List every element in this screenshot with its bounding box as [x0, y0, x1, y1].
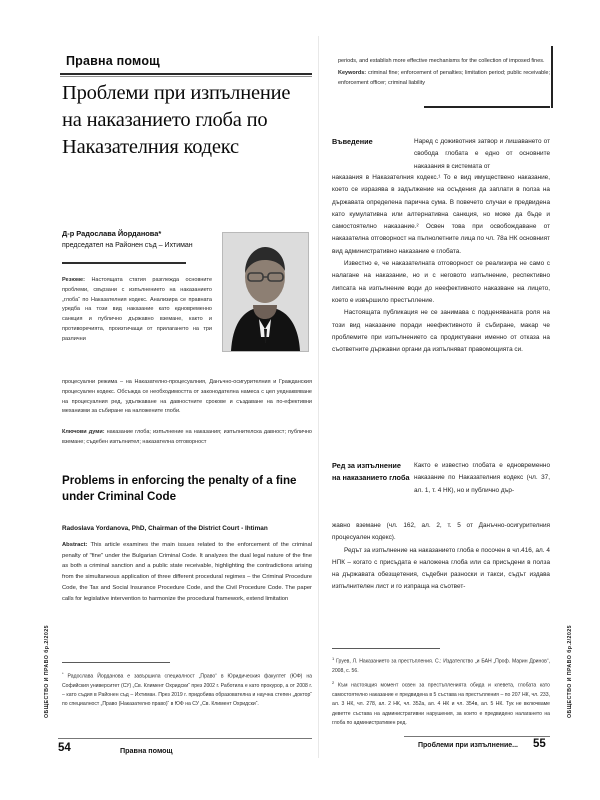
keywords-vertical-rule [551, 46, 553, 108]
keywords-text-bg: наказание глоба; изпълнение на наказания; изпълнителска давност; публично вземане; съдебен изпълнител; наказателна отговорност [62, 429, 312, 445]
running-head-left: Правна помощ [120, 746, 173, 755]
section-lead-order: Както е известно глобата е едновременно наказание по Наказателния кодекс (чл. 37, ал. 1, т. 4 НК), но и публично дър- [414, 462, 550, 494]
section-label-order-of-enforcement: Ред за изпълнение на наказанието глоба [332, 461, 410, 483]
paragraph: Редът за изпълнение на наказанието глоба е посочен в чл.416, ал. 4 НПК – когато с присъдата е наложена глоба или са присъдени в полза на държавата обезщетения, съдебни разноски и такси, съдът издава изпълнителен лист и го изпраща на съответ- [332, 546, 550, 591]
paragraph: жавно вземане (чл. 162, ал. 2, т. 5 от Данъчно-осигурителния процесуален кодекс). [332, 522, 550, 542]
paragraph: Известно е, че наказателната отговорност се реализира не само с налагане на наказание, но и с неговото изпълнение, респективно липсата на изпълнение води до неефективното наказване на лицето, което е извършило престъпление. [332, 260, 550, 304]
author-portrait [222, 232, 309, 352]
footnote-left [62, 670, 312, 709]
page-gutter [318, 36, 319, 758]
paragraph: наказания в Наказателния кодекс.¹ То е вид имуществено наказание, което се изразява в задължение на осъдения да заплати в полза на държавата определена парична сума. В повечето случаи е предвидена като кумулативна или алтернативна санкция, но може да бъде и самостоятелно наказание.² Освен това при освобождаване от наказателна отговорност на пълнолетните лица по чл. 78а НК основният вид административно наказание е глобата. [332, 174, 550, 255]
footnote-rule-right [332, 648, 440, 649]
article-title-en: Problems in enforcing the penalty of a fine under Criminal Code [62, 474, 297, 503]
footnote-marker-1: 1 [332, 656, 335, 661]
footnote-text-left: Радослава Йорданова е завършила специалност „Право“ в Юридическия факултет (ЮФ) на Софийския университет (СУ) „Св. Климент Охридски“ през 2002 г. Работила е като прокурор, а от 2008 г. – като съдия в Районен съд – Ихтиман. През 2019 г. придобива образователна и научна степен „доктор“ по специалност „Право (Наказателно право)“ в ЮФ на СУ „Св. Климент Охридски“. [62, 673, 312, 708]
spine-label-left: ОБЩЕСТВО И ПРАВО бр.2/2025 [44, 625, 50, 718]
footnote-item [332, 655, 550, 676]
abstract-label-bg: Резюме: [62, 277, 85, 283]
folio-left: 54 [58, 742, 71, 754]
section-label-introduction: Въведение [332, 137, 373, 146]
paragraph: Настоящата публикация не се занимава с подценяваната роля на този вид наказание поради неефективното й събиране, макар че проблемите при изпълнението са продиктувани именно от отказа на съответните държавни органи да изпълняват правомощията си. [332, 309, 550, 354]
author-line-en: Radoslava Yordanova, PhD, Chairman of the District Court - Ihtiman [62, 525, 268, 532]
rubric-rule [60, 73, 312, 75]
footnote-marker-2: 2 [332, 680, 335, 686]
footnote-text-1: Груев, Л. Наказанието за престъпления. С.: Издателство „и БАН „Проф. Марин Дринов“, 2008, с. 56. [332, 658, 550, 674]
keywords-label-bg: Ключови думи: [62, 429, 105, 435]
footnote-item [332, 679, 550, 728]
keywords-label-en: Keywords: [338, 70, 367, 76]
footer-rule-right [404, 736, 550, 737]
footnotes-right [332, 655, 550, 731]
abstract-en [62, 540, 312, 604]
abstract-bg-narrow [62, 276, 212, 344]
author-role-bg: председател на Районен съд – Ихтиман [62, 242, 193, 250]
footnote-marker-left: * [62, 671, 64, 676]
footnote-rule-left [62, 662, 170, 663]
abstract-text-bg-narrow: Настоящата статия разглежда основните проблеми, свързани с изпълнението на наказанието „глоба“ по Наказателния кодекс. Анализира се правната уредба на този вид наказание като едновременно санкция и публично държавно вземане, както и противоречията, произтичащи от прилагането на три различни [62, 277, 213, 342]
footer-rule-left [58, 738, 312, 739]
keywords-text-en: criminal fine; enforcement of penalties; limitation period; public receivable; enforcement officer; criminal liability [338, 70, 551, 87]
keywords-bg [62, 428, 312, 448]
footnote-text-2: Към настоящия момент освен за престъпленията обида и клевета, глобата като самостоятелно наказание е предвидена в 5 състава на престъпления – по 207 НК, чл. 233, ал. 3 НК, чл. 278, ал. 2 НК, чл. 352а, ал. 4 НК и чл. 354в, ал. 5 НК. Тук не включваме деветте състава на административни нарушения, за които е предвидено налагането на глоба по административен ред. [332, 682, 550, 726]
rubric-rule-thin [60, 76, 312, 77]
abstract-text-bg-wide: процесуални режима – на Наказателно-процесуалния, Данъчно-осигурителния и Гражданския процесуален кодекс. Обсъжда се необходимостта от законодателна намеса с цел уеднаквяване на процесуалния ред, удължаване на давностните срокове и създаване на по-ефективни механизми за събиране на наложените глоби. [62, 379, 312, 415]
rubric-heading: Правна помощ [66, 54, 160, 68]
abstract-continuation-en: periods, and establish more effective mechanisms for the collection of imposed fines. [338, 58, 545, 64]
section-body-order [332, 520, 550, 594]
article-title-bg: Проблеми при изпълнение на наказанието глоба по Наказателния кодекс [62, 82, 291, 159]
abstract-label-en: Abstract: [62, 542, 88, 548]
keywords-en [338, 68, 550, 88]
author-name-bg: Д-р Радослава Йорданова* [62, 229, 162, 238]
folio-right: 55 [533, 738, 546, 750]
abstract-text-en: This article examines the main issues related to the enforcement of the criminal penalty of "fine" under the Bulgarian Criminal Code. It analyzes the dual legal nature of the fine as both a criminal sanction and a public state receivable, highlighting the contradictions arising from the simultaneous application of three different procedural regimes – the Criminal Procedure Code, the Tax and Social Insurance Procedure Code, and the Civil Procedure Code. The paper calls for legislative intervention to harmonize the procedural framework, extend limitation [62, 542, 312, 602]
section-lead-introduction: Наред с доживотния затвор и лишаването от свобода глобата е едно от основните наказания в системата от [414, 138, 550, 170]
section-body-introduction [332, 172, 550, 356]
author-rule [62, 262, 186, 264]
running-head-right: Проблеми при изпълнение... [418, 742, 519, 749]
author-block-bg [62, 228, 212, 252]
keywords-rule [424, 106, 550, 108]
portrait-illustration [223, 233, 308, 351]
spine-label-right: ОБЩЕСТВО И ПРАВО бр.2/2025 [567, 625, 573, 718]
